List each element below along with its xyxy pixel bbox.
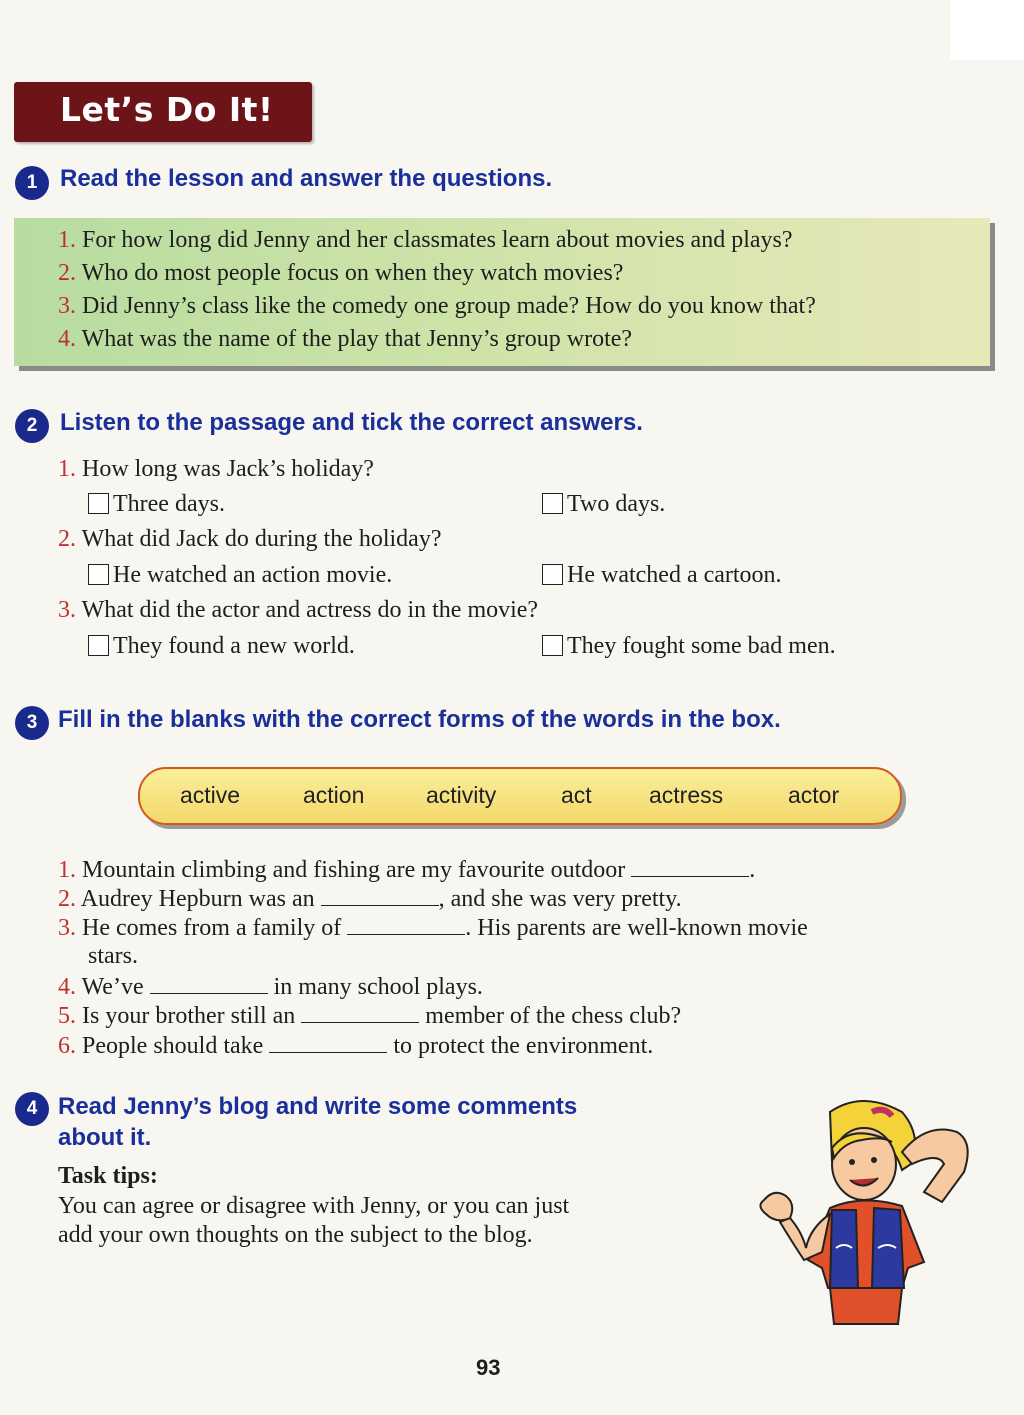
section-2-heading: Listen to the passage and tick the correct answers. <box>60 409 643 436</box>
option-2b[interactable]: He watched a cartoon. <box>542 562 782 589</box>
question-3: 3. Did Jenny’s class like the comedy one group made? How do you know that? <box>58 293 816 319</box>
listen-question-2: 2. What did Jack do during the holiday? <box>58 526 442 552</box>
checkbox[interactable] <box>88 635 109 656</box>
girl-illustration <box>752 1092 982 1327</box>
questions-box <box>14 218 990 366</box>
word-act: act <box>561 782 592 808</box>
checkbox[interactable] <box>542 493 563 514</box>
lets-do-it-banner <box>14 82 312 142</box>
section-4-heading-line-2: about it. <box>58 1124 152 1151</box>
fill-sentence-1: 1. Mountain climbing and fishing are my favourite outdoor . <box>58 857 756 883</box>
answer-blank[interactable] <box>301 1002 419 1023</box>
word-action: action <box>303 782 365 808</box>
word-actor: actor <box>788 782 840 808</box>
page-number: 93 <box>476 1355 501 1380</box>
fill-sentence-5: 5. Is your brother still an member of the chess club? <box>58 1003 682 1029</box>
listen-question-1: 1. How long was Jack’s holiday? <box>58 456 374 482</box>
page-corner <box>950 0 1024 60</box>
answer-blank[interactable] <box>150 973 268 994</box>
word-active: active <box>180 782 241 808</box>
section-3-heading: Fill in the blanks with the correct forms of the words in the box. <box>58 706 781 733</box>
option-1a[interactable]: Three days. <box>88 491 225 518</box>
fill-sentence-4: 4. We’ve in many school plays. <box>58 974 483 1000</box>
section-3-number: 3 <box>15 706 49 740</box>
section-1-heading: Read the lesson and answer the questions. <box>60 165 553 192</box>
section-1-number: 1 <box>15 166 49 200</box>
word-box <box>138 767 902 825</box>
fill-sentence-3-continuation: stars. <box>88 943 138 969</box>
banner-title: Let’s Do It! <box>60 90 274 129</box>
task-tips-title: Task tips: <box>58 1163 158 1189</box>
answer-blank[interactable] <box>269 1032 387 1053</box>
option-3b[interactable]: They fought some bad men. <box>542 633 836 660</box>
section-2-number: 2 <box>15 409 49 443</box>
section-4-heading-line-1: Read Jenny’s blog and write some comments <box>58 1093 578 1120</box>
question-1: 1. For how long did Jenny and her classmates learn about movies and plays? <box>58 227 793 253</box>
fill-sentence-6: 6. People should take to protect the environment. <box>58 1033 654 1059</box>
answer-blank[interactable] <box>347 914 465 935</box>
answer-blank[interactable] <box>631 856 749 877</box>
word-activity: activity <box>426 782 497 808</box>
checkbox[interactable] <box>542 564 563 585</box>
task-tips-line-2: add your own thoughts on the subject to the blog. <box>58 1222 533 1248</box>
task-tips-line-1: You can agree or disagree with Jenny, or you can just <box>58 1193 570 1219</box>
section-4-number: 4 <box>15 1092 49 1126</box>
word-actress: actress <box>649 782 724 808</box>
option-2a[interactable]: He watched an action movie. <box>88 562 392 589</box>
checkbox[interactable] <box>88 564 109 585</box>
checkbox[interactable] <box>542 635 563 656</box>
option-3a[interactable]: They found a new world. <box>88 633 355 660</box>
question-4: 4. What was the name of the play that Jenny’s group wrote? <box>58 326 633 352</box>
option-1b[interactable]: Two days. <box>542 491 665 518</box>
listen-question-3: 3. What did the actor and actress do in the movie? <box>58 597 539 623</box>
fill-sentence-2: 2. Audrey Hepburn was an , and she was very pretty. <box>58 886 682 912</box>
answer-blank[interactable] <box>321 885 439 906</box>
question-2: 2. Who do most people focus on when they watch movies? <box>58 260 624 286</box>
fill-sentence-3: 3. He comes from a family of . His parents are well-known movie <box>58 915 808 941</box>
checkbox[interactable] <box>88 493 109 514</box>
